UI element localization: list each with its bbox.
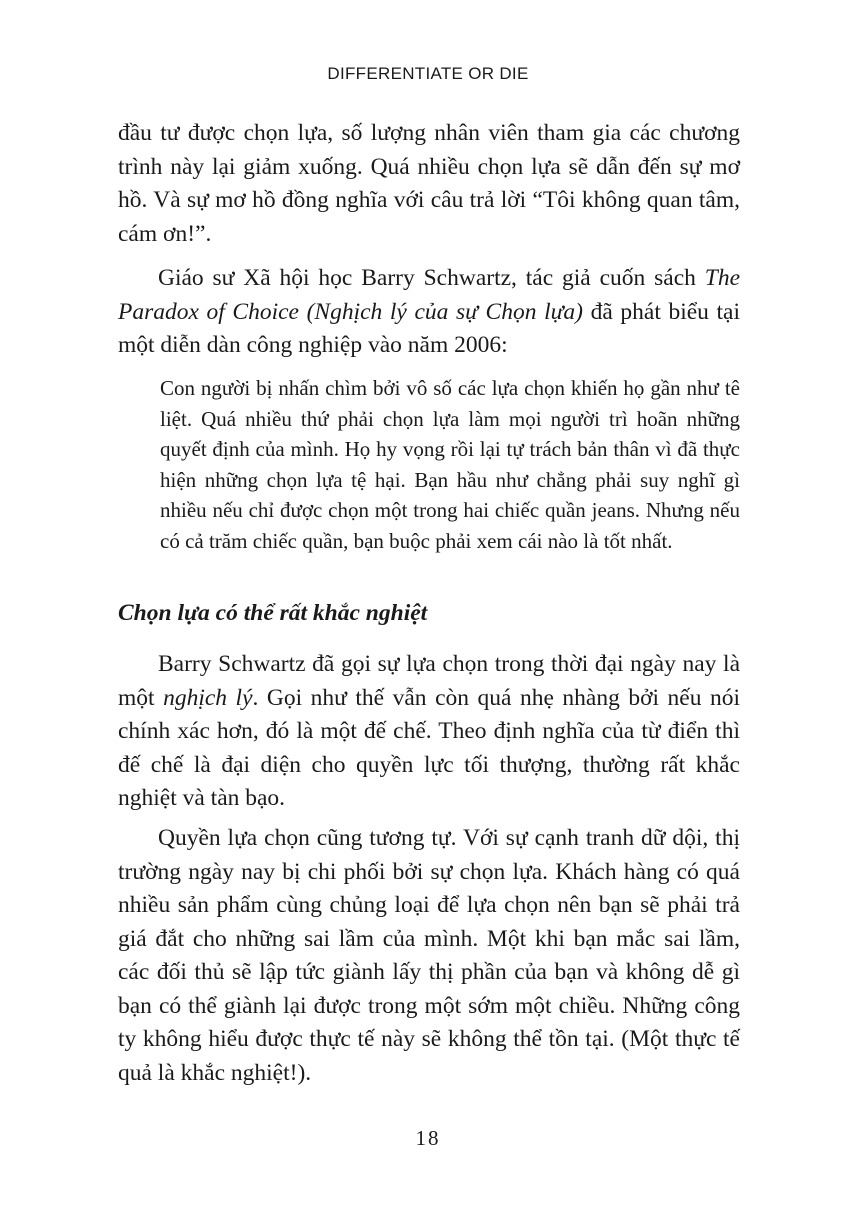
block-quote: Con người bị nhấn chìm bởi vô số các lựa chọn khiến họ gần như tê liệt. Quá nhiều thứ phải chọn lựa làm mọi người trì hoãn những quyết định của mình. Họ hy vọng rồi lại tự trách bản thân vì đã thực hiện những chọn lựa tệ hại. Bạn hầu như chẳng phải suy nghĩ gì nhiều nếu chỉ được chọn một trong hai chiếc quần jeans. Nhưng nếu có cả trăm chiếc quần, bạn buộc phải xem cái nào là tốt nhất. [160, 376, 740, 553]
paragraph-2-text-start: Giáo sư Xã hội học Barry Schwartz, tác giả cuốn sách [158, 265, 705, 291]
paragraph-2-text-end: đã phát biểu tại một diễn dàn công nghiệp vào năm 2006: [118, 298, 740, 358]
page-number: 18 [415, 1126, 441, 1150]
paragraph-4: Quyền lựa chọn cũng tương tự. Với sự cạnh tranh dữ dội, thị trường ngày nay bị chi phối bởi sự chọn lựa. Khách hàng có quá nhiều sản phẩm cùng chủng loại để lựa chọn nên bạn sẽ phải trả giá đắt cho những sai lầm của mình. Một khi bạn mắc sai lầm, các đối thủ sẽ lập tức giành lấy thị phần của bạn và không dễ gì bạn có thể giành lại được trong một sớm một chiều. Những công ty không hiểu được thực tế này sẽ không thể tồn tại. (Một thực tế quả là khắc nghiệt!). [118, 825, 740, 1086]
paragraph-1: đầu tư được chọn lựa, số lượng nhân viên tham gia các chương trình này lại giảm xuống. Quá nhiều chọn lựa sẽ dẫn đến sự mơ hồ. Và sự mơ hồ đồng nghĩa với câu trả lời “Tôi không quan tâm, cám ơn!”. [118, 120, 740, 247]
running-header: DIFFERENTIATE OR DIE [327, 64, 529, 83]
emphasized-term: nghịch lý [163, 684, 253, 711]
book-title: The Paradox of Choice (Nghịch lý của sự Chọn lựa) [118, 265, 740, 325]
section-heading: Chọn lựa có thể rất khắc nghiệt [118, 600, 428, 626]
paragraph-3 [118, 648, 740, 816]
paragraph-3-text-start: Barry Schwartz đã gọi sự lựa chọn trong thời đại ngày nay là một [118, 651, 740, 711]
paragraph-3-text-end: . Gọi như thế vẫn còn quá nhẹ nhàng bởi nếu nói chính xác hơn, đó là một đế chế. Theo định nghĩa của từ điển thì đế chế là đại diện cho quyền lực tối thượng, thường rất khắc nghiệt và tàn bạo. [118, 684, 741, 811]
paragraph-2 [118, 262, 740, 363]
